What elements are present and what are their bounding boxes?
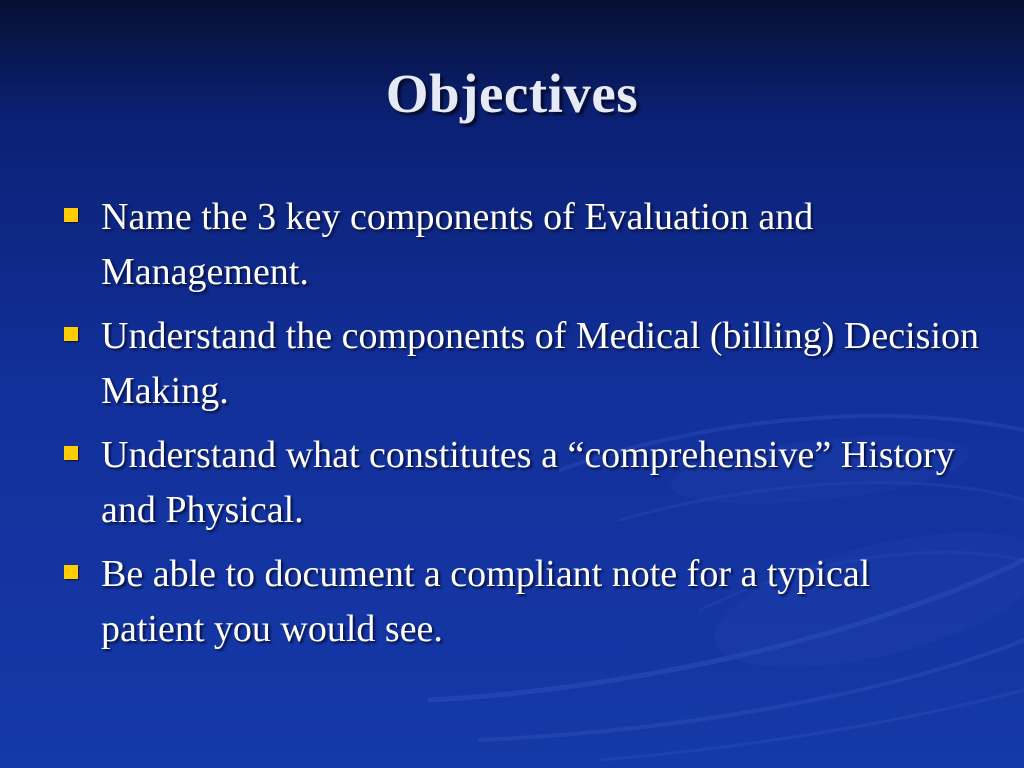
list-item	[62, 190, 982, 300]
bullet-text: Understand what constitutes a “comprehensive” History and Physical.	[101, 434, 955, 531]
slide-title: Objectives	[385, 63, 639, 124]
square-bullet-icon	[64, 208, 78, 222]
bullet-text: Understand the components of Medical (billing) Decision Making.	[101, 315, 980, 412]
square-bullet-icon	[64, 446, 78, 460]
square-bullet-icon	[64, 565, 78, 579]
list-item	[62, 547, 982, 657]
list-item	[62, 309, 982, 419]
bullet-text: Be able to document a compliant note for a typical patient you would see.	[101, 553, 871, 650]
square-bullet-icon	[64, 327, 78, 341]
bullet-text: Name the 3 key components of Evaluation and Management.	[101, 196, 814, 293]
objectives-list	[62, 190, 982, 666]
list-item	[62, 428, 982, 538]
